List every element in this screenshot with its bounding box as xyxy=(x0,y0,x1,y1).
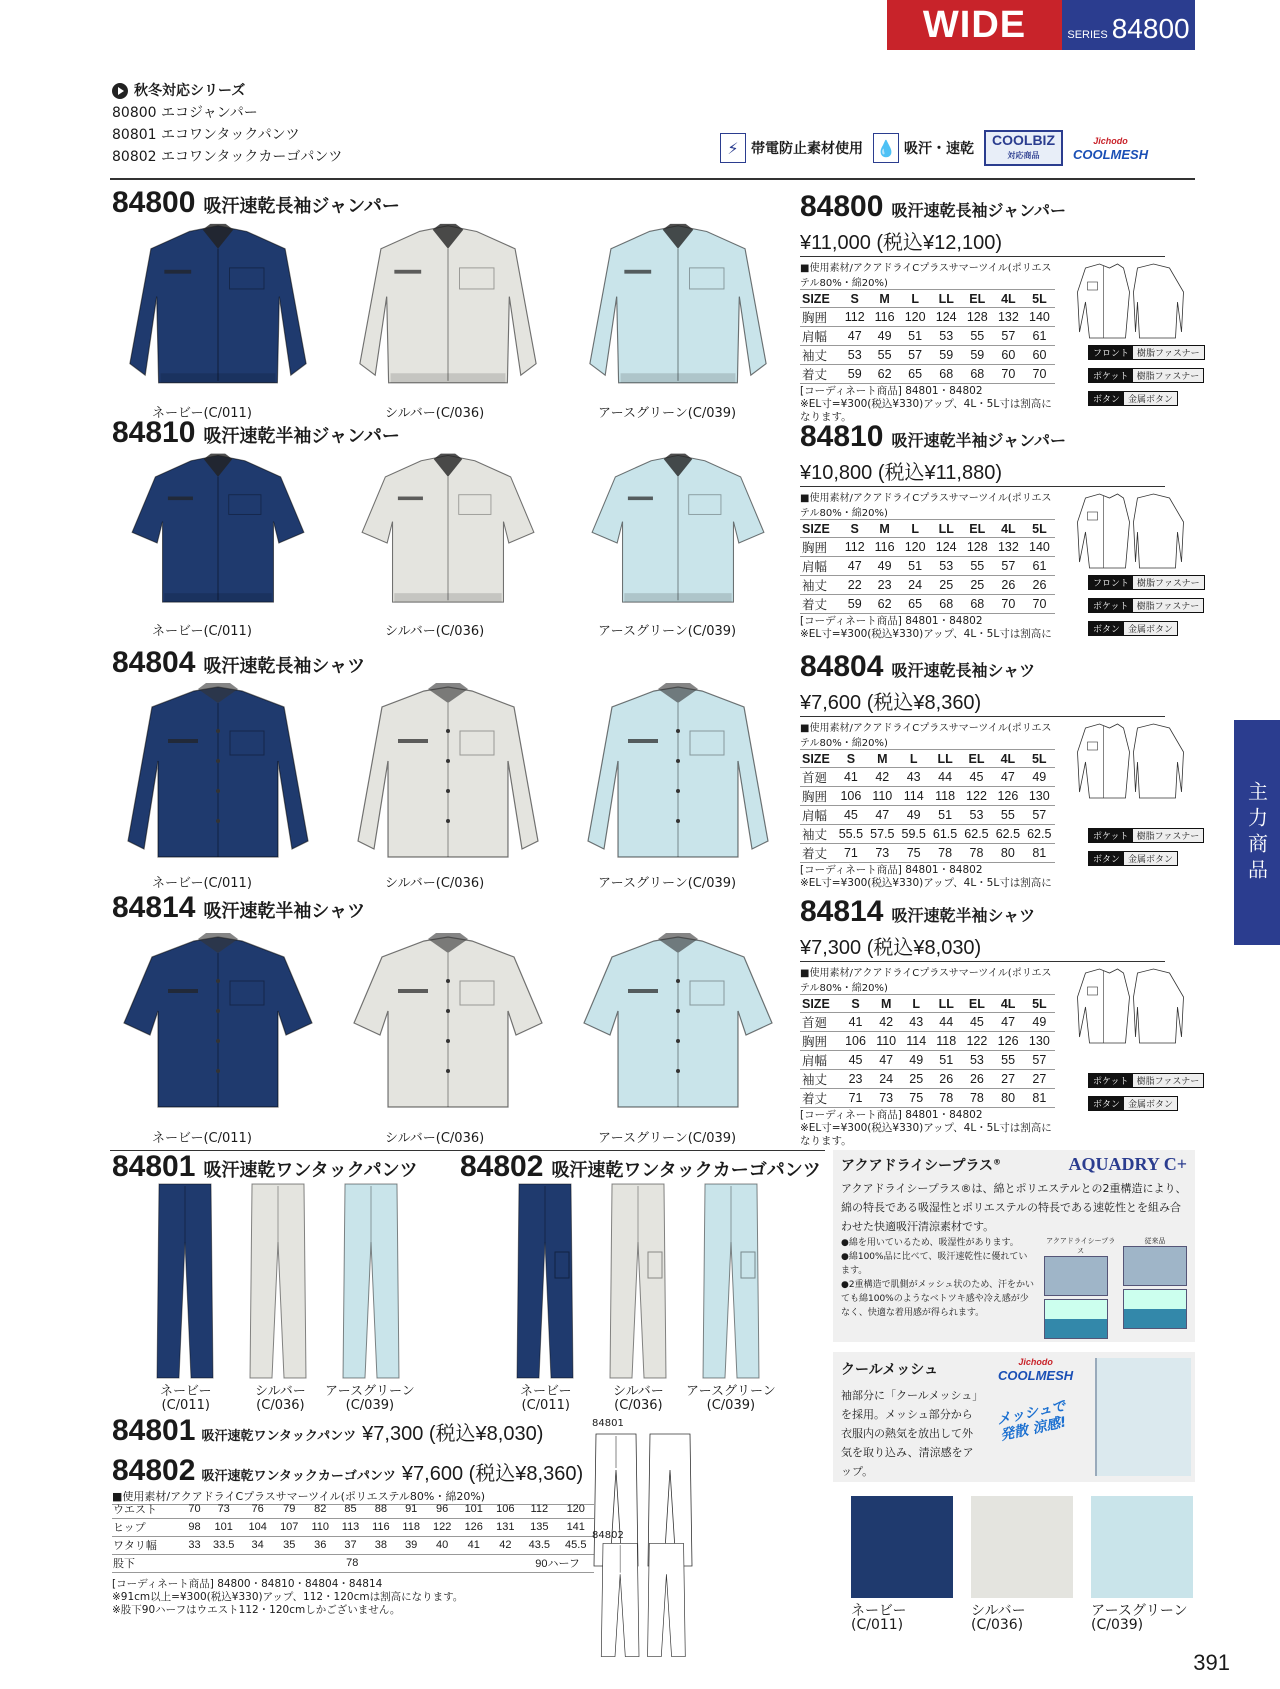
color-caption: シルバー(C/036) xyxy=(385,876,485,891)
series-prefix: SERIES xyxy=(1067,29,1108,41)
coolbiz-logo: COOLBIZ 対応商品 xyxy=(984,130,1063,166)
color-caption: シルバー(C/036) xyxy=(385,624,485,639)
aquadry-bullets: ●綿を用いているため、吸湿性があります。 ●綿100%品に比べて、吸汗速乾性に優れています。 ●2重構造で肌側がメッシュ状のため、汗をかいても綿100%のようなベトツキ感や冷え感が少なく、快適な着用感が得られます。 xyxy=(841,1238,1035,1318)
spec-price: ¥11,000 (税込¥12,100) xyxy=(800,226,1165,257)
aquadry-logo: AQUADRY C+ xyxy=(1068,1154,1187,1174)
feature-icons xyxy=(720,130,1148,166)
waist-row: ウエスト 70 73 76 79 82 85 88 91 96 101 106 112 120 xyxy=(112,1500,594,1518)
spec-material: ■使用素材/アクアドライCプラスサマーツイル(ポリエステル80%・綿20%) xyxy=(800,719,1055,750)
spec-price: ¥7,600 (税込¥8,360) xyxy=(800,686,1165,717)
diag2-label: 84802 xyxy=(592,1530,624,1541)
coolmesh-logo-small: Jichodo COOLMESH xyxy=(998,1357,1074,1383)
pants1-green xyxy=(341,1182,401,1382)
pants2-green xyxy=(701,1182,761,1382)
color-caption: アースグリーン(C/039) xyxy=(598,624,737,639)
spec-title: 84800 吸汗速乾長袖ジャンパー xyxy=(800,190,1066,223)
fabric-swatch xyxy=(971,1496,1073,1598)
pants-caption: アースグリーン (C/039) xyxy=(325,1384,415,1413)
spec-title: 84810 吸汗速乾半袖ジャンパー xyxy=(800,420,1066,453)
color-caption: ネービー(C/011) xyxy=(152,876,252,891)
hip-row: ヒップ 98 101 104 107 110 113 116 118 122 126 131 135 141 xyxy=(112,1518,594,1536)
feature-tag: フロント 樹脂ファスナー xyxy=(1088,345,1205,360)
size-table: SIZE S M L LL EL 4L 5L 胸囲 112 116 120 124 128 132 140 肩幅 47 49 51 53 55 57 61 袖丈 22 23 24 25 25 26 26 着丈 59 62 65 68 68 70 70 xyxy=(800,520,1055,614)
pants2-diagram xyxy=(590,1540,700,1660)
feature-tag: ポケット 樹脂ファスナー xyxy=(1088,1073,1204,1088)
coolmesh-badge: メッシュで発散 涼感! xyxy=(995,1398,1068,1444)
spec-material: ■使用素材/アクアドライCプラスサマーツイル(ポリエステル80%・綿20%) xyxy=(800,489,1055,520)
coolmesh-title: クールメッシュ xyxy=(841,1362,939,1378)
swatch-label: アースグリーン (C/039) xyxy=(1091,1603,1188,1633)
spec-material: ■使用素材/アクアドライCプラスサマーツイル(ポリエステル80%・綿20%) xyxy=(800,259,1055,290)
inseam-row: 股下 78 90ハーフ xyxy=(112,1554,594,1572)
feature-tag: ボタン 金属ボタン xyxy=(1088,851,1178,866)
swatch-label: ネービー (C/011) xyxy=(851,1603,907,1633)
aquadry-figure: アクアドライシープラス 従来品 xyxy=(1044,1236,1187,1339)
swatch-label: シルバー (C/036) xyxy=(971,1603,1026,1633)
coolmesh-logo: Jichodo COOLMESH xyxy=(1073,136,1149,162)
series-line: 80800 エコジャンパー xyxy=(112,105,258,121)
series-line: 80802 エコワンタックカーゴパンツ xyxy=(112,149,343,165)
pants2-navy xyxy=(515,1182,575,1382)
color-caption: シルバー(C/036) xyxy=(385,406,485,421)
spec-title: 84814 吸汗速乾半袖シャツ xyxy=(800,895,1036,928)
garment-navy xyxy=(118,680,318,872)
color-caption: ネービー(C/011) xyxy=(152,624,252,639)
spec-material: ■使用素材/アクアドライCプラスサマーツイル(ポリエステル80%・綿20%) xyxy=(800,964,1055,995)
flat-diagram xyxy=(1075,492,1190,572)
garment-green xyxy=(578,680,778,872)
pants-caption: シルバー (C/036) xyxy=(613,1384,664,1413)
color-caption: シルバー(C/036) xyxy=(385,1131,485,1146)
pants1-navy xyxy=(155,1182,215,1382)
flat-diagram xyxy=(1075,967,1190,1047)
color-caption: アースグリーン(C/039) xyxy=(598,406,737,421)
product-title: 84810 吸汗速乾半袖ジャンパー xyxy=(112,416,400,449)
garment-green xyxy=(578,450,778,620)
sweat-icon: 💧 xyxy=(873,133,899,163)
aquadry-title: アクアドライシープラス® xyxy=(841,1156,1002,1174)
garment-silver xyxy=(348,220,548,402)
fabric-swatch xyxy=(851,1496,953,1598)
aquadry-panel xyxy=(833,1150,1195,1342)
aquadry-body: アクアドライシープラス®は、綿とポリエステルとの2重構造により、綿の特長である吸湿性とポリエステルの特長である速乾性とを組み合わせた快適吸汗清涼素材です。 xyxy=(841,1182,1187,1233)
garment-navy xyxy=(118,220,318,402)
product-title: 84814 吸汗速乾半袖シャツ xyxy=(112,891,366,924)
size-table: SIZE S M L LL EL 4L 5L 首廻 41 42 43 44 45 47 49 胸囲 106 110 114 118 122 126 130 肩幅 45 47 49 51 53 55 57 袖丈 55.5 57.5 59.5 61.5 62.5 62.5 62.5 着丈 71 73 75 78 78 80 81 xyxy=(800,750,1055,863)
pants-notes: [コーディネート商品] 84800・84810・84804・84814 ※91cm以上=¥300(税込¥330)アップ、112・120cmは割高になります。 ※股下90ハーフはウエスト112・120cmしかございません。 xyxy=(112,1578,464,1616)
play-icon xyxy=(112,83,128,99)
pants-caption: ネービー (C/011) xyxy=(520,1384,572,1413)
feature-tag: ポケット 樹脂ファスナー xyxy=(1088,368,1204,383)
size-table: SIZE S M L LL EL 4L 5L 首廻 41 42 43 44 45 47 49 胸囲 106 110 114 118 122 126 130 肩幅 45 47 49 51 53 55 57 袖丈 23 24 25 26 26 27 27 着丈 71 73 75 78 78 80 81 xyxy=(800,995,1055,1108)
spec-notes: [コーディネート商品] 84801・84802 ※EL寸=¥300(税込¥330)アップ、4L・5L寸は割高になります。 xyxy=(800,1109,1052,1147)
garment-silver xyxy=(348,925,548,1127)
feature-tag: ポケット 樹脂ファスナー xyxy=(1088,598,1204,613)
pants2-title: 84802 吸汗速乾ワンタックカーゴパンツ xyxy=(460,1150,821,1183)
garment-navy xyxy=(118,925,318,1127)
top-rule xyxy=(110,178,1195,180)
feature-tag: ボタン 金属ボタン xyxy=(1088,621,1178,636)
coolmesh-body: 袖部分に「クールメッシュ」を採用。メッシュ部分から衣服内の熱気を放出して外気を取り込み、清涼感をアップ。 xyxy=(841,1389,978,1478)
pants2-silver xyxy=(608,1182,668,1382)
coolmesh-photo xyxy=(1095,1358,1191,1476)
feature-tag: フロント 樹脂ファスナー xyxy=(1088,575,1205,590)
pants-size-table xyxy=(112,1500,594,1573)
size-table: SIZE S M L LL EL 4L 5L 胸囲 112 116 120 124 128 132 140 肩幅 47 49 51 53 55 57 61 袖丈 53 55 57 59 59 60 60 着丈 59 62 65 68 68 70 70 xyxy=(800,290,1055,384)
pants-caption: シルバー (C/036) xyxy=(255,1384,306,1413)
product-title: 84800 吸汗速乾長袖ジャンパー xyxy=(112,186,400,219)
product-title: 84804 吸汗速乾長袖シャツ xyxy=(112,646,366,679)
spec-price: ¥7,300 (税込¥8,030) xyxy=(800,931,1165,962)
series-info xyxy=(112,80,342,168)
pants-caption: アースグリーン (C/039) xyxy=(686,1384,776,1413)
flat-diagram xyxy=(1075,262,1190,342)
garment-silver xyxy=(348,450,548,620)
spec-notes: [コーディネート商品] 84801・84802 ※EL寸=¥300(税込¥330)アップ、4L・5L寸は割高に xyxy=(800,864,1052,889)
diag1-label: 84801 xyxy=(592,1418,624,1429)
feature-tag: ポケット 樹脂ファスナー xyxy=(1088,828,1204,843)
garment-green xyxy=(578,925,778,1127)
garment-silver xyxy=(348,680,548,872)
garment-navy xyxy=(118,450,318,620)
watari-row: ワタリ幅 33 33.5 34 35 36 37 38 39 40 41 42 43.5 45.5 xyxy=(112,1536,594,1554)
sweat-feature: 💧 吸汗・速乾 xyxy=(873,133,974,163)
spec-title: 84804 吸汗速乾長袖シャツ xyxy=(800,650,1036,683)
series-line: 80801 エコワンタックパンツ xyxy=(112,127,300,143)
feature-tag: ボタン 金属ボタン xyxy=(1088,1096,1178,1111)
spec-notes: [コーディネート商品] 84801・84802 ※EL寸=¥300(税込¥330)アップ、4L・5L寸は割高になります。 xyxy=(800,385,1052,423)
pants2-price-line: 84802 吸汗速乾ワンタックカーゴパンツ ¥7,600 (税込¥8,360) xyxy=(112,1454,584,1487)
flat-diagram xyxy=(1075,722,1190,802)
side-tab: 主力商品 xyxy=(1234,720,1280,945)
fabric-swatch xyxy=(1091,1496,1193,1598)
spec-price: ¥10,800 (税込¥11,880) xyxy=(800,456,1165,487)
page-number: 391 xyxy=(1193,1650,1230,1675)
pants-material: ■使用素材/アクアドライCプラスサマーツイル(ポリエステル80%・綿20%) xyxy=(112,1488,594,1505)
color-caption: アースグリーン(C/039) xyxy=(598,876,737,891)
coolmesh-panel xyxy=(833,1352,1195,1482)
series-badge xyxy=(1062,0,1195,50)
color-caption: ネービー(C/011) xyxy=(152,1131,252,1146)
wide-badge: WIDE xyxy=(887,0,1062,50)
antistatic-icon: ⚡ xyxy=(720,133,746,163)
color-caption: アースグリーン(C/039) xyxy=(598,1131,737,1146)
series-code: 84800 xyxy=(1111,13,1190,44)
pants-caption: ネービー (C/011) xyxy=(160,1384,212,1413)
color-caption: ネービー(C/011) xyxy=(152,406,252,421)
pants1-silver xyxy=(248,1182,308,1382)
series-info-title: 秋冬対応シリーズ xyxy=(112,80,342,102)
antistatic-feature: ⚡ 帯電防止素材使用 xyxy=(720,133,863,163)
pants1-title: 84801 吸汗速乾ワンタックパンツ xyxy=(112,1150,418,1183)
spec-notes: [コーディネート商品] 84801・84802 ※EL寸=¥300(税込¥330)アップ、4L・5L寸は割高に xyxy=(800,615,1052,640)
pants1-price-line: 84801 吸汗速乾ワンタックパンツ ¥7,300 (税込¥8,030) xyxy=(112,1414,544,1447)
feature-tag: ボタン 金属ボタン xyxy=(1088,391,1178,406)
garment-green xyxy=(578,220,778,402)
